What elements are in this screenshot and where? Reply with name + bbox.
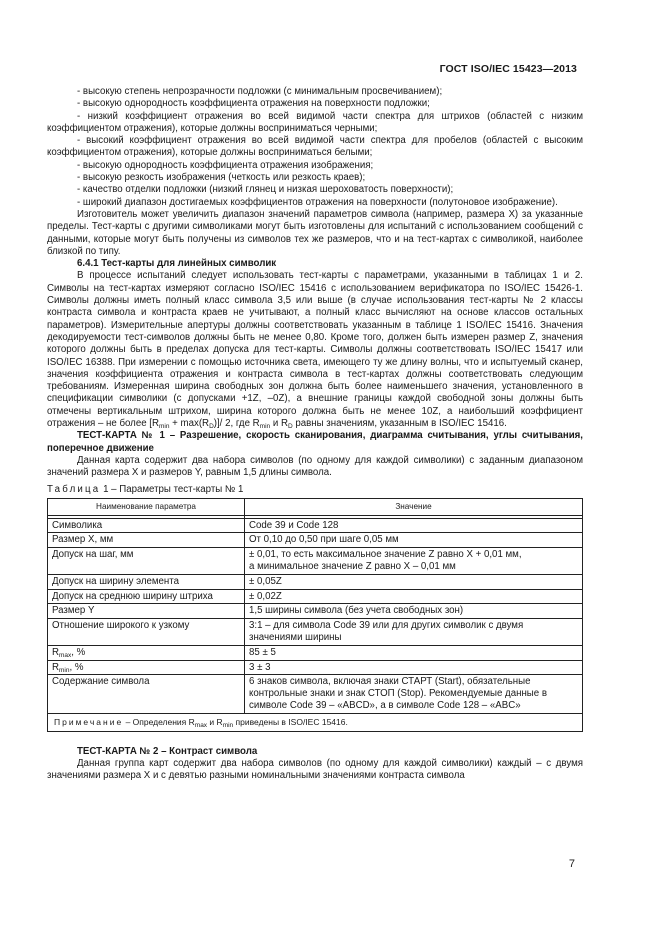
paragraph-manufacturer: Изготовитель может увеличить диапазон значений параметров символа (например, размера X) за указанные пределы. Тест-карты с другими символиками могут быть изготовлены для испытаний с использованием сообщений с данными, которые могут быть получены из символов тех же размеров, что и на тест-картах с символикой, наиболее близкой по типу.	[47, 208, 583, 257]
list-item: - качество отделки подложки (низкий глянец и низкая шероховатость поверхности);	[77, 184, 454, 196]
test-card-2-paragraph: Данная группа карт содержит два набора символов (по одному для каждой символики) каждый – с двумя значениями размера X и с девятью разными номинальными значениями контраста символа	[47, 757, 583, 782]
list-item: - высокую резкость изображения (четкость или резкость краев);	[77, 172, 366, 184]
column-header-value: Значение	[245, 498, 583, 515]
table-row: Размер Y 1,5 ширины символа (без учета свободных зон)	[48, 604, 583, 619]
section-heading-6-4-1: 6.4.1 Тест-карты для линейных символик	[77, 258, 277, 270]
page-number: 7	[568, 858, 575, 870]
table-row: Допуск на среднюю ширину штриха ± 0,02Z	[48, 589, 583, 604]
parameters-table	[47, 498, 583, 732]
document-code-header: ГОСТ ISO/IEC 15423—2013	[439, 63, 577, 75]
list-item: - низкий коэффициент отражения во всей видимой части спектра для штрихов (областей с низким коэффициентом отражения), которые должны восприниматься черными;	[47, 110, 583, 134]
column-header-parameter: Наименование параметра	[48, 498, 245, 515]
table-row: $R_{min}$, % 3 ± 3	[48, 660, 583, 675]
test-card-1-paragraph: Данная карта содержит два набора символов (по одному для каждой символики) с заданным диапазоном значений размера X и размеров Y, равным 1,5 длины символа.	[47, 454, 583, 479]
test-card-1-title: ТЕСТ-КАРТА № 1 – Разрешение, скорость сканирования, диаграмма считывания, углы считывания, поперечное движение	[47, 430, 583, 454]
table-header-row	[48, 498, 583, 515]
table-row: Размер X, мм От 0,10 до 0,50 при шаге 0,05 мм	[48, 533, 583, 548]
list-item: - высокий коэффициент отражения во всей видимой части спектра для пробелов (областей с высоким коэффициентом отражения), которые должны восприниматься белыми;	[47, 135, 583, 159]
list-item: - широкий диапазон достигаемых коэффициентов отражения на поверхности (полутоновое изображение).	[77, 196, 558, 208]
table-row: Допуск на шаг, мм ± 0,01, то есть максимальное значение Z равно X + 0,01 мм, а минимальное значение Z равно X – 0,01 мм	[48, 548, 583, 575]
list-item: - высокую степень непрозрачности подложки (с минимальным просвечиванием);	[77, 86, 443, 97]
table-row: Символика Code 39 и Code 128	[48, 518, 583, 533]
list-item: - высокую однородность коэффициента отражения на поверхности подложки;	[77, 98, 430, 110]
table-row: Отношение широкого к узкому 3:1 – для символа Code 39 или для других символик с двумя значениями ширины	[48, 619, 583, 646]
paragraph-test-cards: В процессе испытаний следует использовать тест-карты с параметрами, указанными в таблицах 1 и 2. Символы на тест-картах измеряют согласно ISO/IEC 15416 с использованием верификатора по ISO/IEC 15426-1. Символы должны иметь полный класс символа 3,5 или выше (в случае использования тест-карты № 2 классы контраста символа и контраста краев не учитывают, а полный класс вычисляют на основе классов остальных параметров). Измерительные апертуры должны соответствовать указанным в таблице 1 ISO/IEC 15416. Значения декодируемости тест-символов должны быть не менее 0,80. Кроме того, должен быть измерен размер Z, значения которого должны быть в пределах допуска для тест-карты. Символы должны соответствовать ISO/IEC 15417 или ISO/IEC 16388. При измерении с помощью источника света, имеющего ту же длину волны, что и испытуемый сканер, значения коэффициента отражения и контраста символа в тест-картах должны соответствовать следующим требованиям. Измеренная ширина свободных зон должна быть более наименьшего значения, установленного в спецификации символики (с допусками +1Z, –0Z), а внешние границы каждой свободной зоны должны быть отмечены вертикальным штрихом, ширина которого должна быть не менее 10Z, а наибольший коэффициент отражения – не более $[R_{min} + \max(R_D)]/$ 2, где $R_{min}$ и $R_D$ равны значениям, указанным в ISO/IEC 15416.	[47, 270, 583, 431]
list-item: - высокую однородность коэффициента отражения изображения;	[77, 159, 374, 171]
test-card-2-title: ТЕСТ-КАРТА № 2 – Контраст символа	[77, 745, 258, 757]
table-note-row: Примечание – Определения $R_{max}$ и $R_{min}$ приведены в ISO/IEC 15416.	[48, 713, 583, 731]
table-caption: Таблица 1 – Параметры тест-карты № 1	[47, 483, 244, 495]
table-row: $R_{max}$, % 85 ± 5	[48, 645, 583, 660]
table-row: Содержание символа 6 знаков символа, включая знаки СТАРТ (Start), обязательные контрольные знаки и знак СТОП (Stop). Рекомендуемые данные в символе Code 39 – «ABCD», а в символе Code 128 – «ABC»	[48, 675, 583, 713]
page-content	[47, 86, 583, 782]
table-row: Допуск на ширину элемента ± 0,05Z	[48, 574, 583, 589]
